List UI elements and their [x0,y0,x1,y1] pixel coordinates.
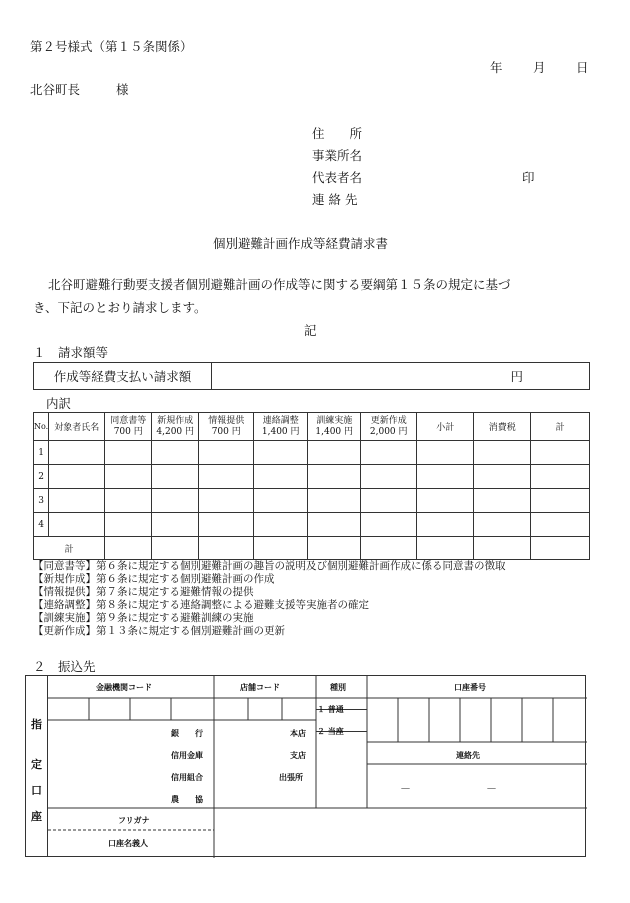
col-name: 対象者氏名 [49,413,105,441]
bank-code-label: 金融機関コード [96,683,152,692]
col-info-price: 700 円 [211,426,241,437]
table-cell[interactable] [254,489,308,513]
branch-type-main[interactable]: 本店 [290,729,306,738]
col-info [199,413,254,441]
body-line-1: 北谷町避難行動要支援者個別避難計画の作成等に関する要綱第１５条の規定に基づ [48,277,511,292]
col-tax: 消費税 [474,413,531,441]
col-consent-price: 700 円 [113,426,143,437]
col-info-label: 情報提供 [208,415,245,426]
type-savings-option[interactable]: １ 普通 [317,705,344,714]
contact-label: 連 絡 先 [312,192,358,207]
row-number: 4 [34,513,49,537]
honorific: 様 [116,82,129,97]
breakdown-heading: 内訳 [46,396,72,411]
table-cell[interactable] [417,465,474,489]
table-cell[interactable] [152,537,199,560]
side-label-char: 口 [31,784,42,797]
col-training [308,413,361,441]
table-cell[interactable] [152,465,199,489]
inst-type-bank[interactable]: 銀 行 [171,729,203,738]
phone-dash-1: － [400,782,411,795]
table-cell[interactable] [254,465,308,489]
table-cell[interactable] [105,441,152,465]
table-cell[interactable] [199,537,254,560]
total-row [34,537,590,560]
col-update [361,413,417,441]
table-cell[interactable] [254,441,308,465]
table-cell[interactable] [531,537,590,560]
col-new [152,413,199,441]
table-cell[interactable] [49,441,105,465]
col-subtotal: 小計 [417,413,474,441]
table-row [34,513,590,537]
table-row [34,489,590,513]
document-title: 個別避難計画作成等経費請求書 [213,236,389,251]
table-cell[interactable] [531,441,590,465]
table-cell[interactable] [152,513,199,537]
table-cell[interactable] [254,537,308,560]
col-coord [254,413,308,441]
table-cell[interactable] [417,441,474,465]
bank-account-box [25,675,586,857]
yen-unit: 円 [510,369,523,384]
table-cell[interactable] [308,489,361,513]
breakdown-header-row [34,413,590,441]
type-checking-option[interactable]: ２ 当座 [317,727,344,736]
form-number: 第２号様式（第１５条関係） [30,39,193,54]
note-update: 【更新作成】第１３条に規定する個別避難計画の更新 [33,625,285,637]
table-cell[interactable] [308,465,361,489]
section1-heading: １ 請求額等 [33,345,109,360]
table-cell[interactable] [474,441,531,465]
bank-grid-lines [26,676,587,858]
table-cell[interactable] [361,513,417,537]
table-cell[interactable] [152,441,199,465]
table-cell[interactable] [308,513,361,537]
table-cell[interactable] [105,489,152,513]
breakdown-table [33,412,590,560]
table-cell[interactable] [199,489,254,513]
table-row [34,441,590,465]
claim-amount-table [33,362,590,390]
table-cell[interactable] [49,465,105,489]
claim-amount-field[interactable] [212,363,590,390]
seal-mark: 印 [522,170,535,185]
addressee: 北谷町長 [30,82,81,97]
table-cell[interactable] [105,537,152,560]
table-cell[interactable] [361,441,417,465]
table-cell[interactable] [417,489,474,513]
branch-code-label: 店舗コード [240,683,280,692]
office-label: 事業所名 [312,148,363,163]
col-new-price: 4,200 円 [156,426,195,437]
table-cell[interactable] [254,513,308,537]
note-new: 【新規作成】第６条に規定する個別避難計画の作成 [33,573,275,585]
table-cell[interactable] [105,465,152,489]
inst-type-credit-union[interactable]: 信用組合 [171,773,203,782]
account-holder-label: 口座名義人 [108,839,148,848]
table-cell[interactable] [361,465,417,489]
col-update-price: 2,000 円 [369,426,408,437]
table-cell[interactable] [308,537,361,560]
note-coord: 【連絡調整】第８条に規定する連絡調整による避難支援等実施者の確定 [33,599,369,611]
table-cell[interactable] [474,513,531,537]
bank-contact-label: 連絡先 [456,751,480,760]
table-cell[interactable] [474,465,531,489]
table-row [34,465,590,489]
col-update-label: 更新作成 [370,415,407,426]
table-cell[interactable] [152,489,199,513]
branch-type-sub[interactable]: 出張所 [279,773,303,782]
address-label: 住 所 [312,126,363,141]
date-month-label: 月 [533,60,546,75]
body-line-2: き、下記のとおり請求します。 [33,300,207,315]
account-number-label: 口座番号 [454,683,486,692]
table-cell[interactable] [49,513,105,537]
col-coord-label: 連絡調整 [262,415,299,426]
note-consent: 【同意書等】第６条に規定する個別避難計画の趣旨の説明及び個別避難計画作成に係る同意書の徴取 [33,560,506,572]
col-training-label: 訓練実施 [316,415,353,426]
notes-list [33,560,506,638]
claim-amount-label: 作成等経費支払い請求額 [34,363,212,390]
side-label-char: 定 [31,758,42,771]
table-cell[interactable] [531,489,590,513]
col-no: No. [34,413,49,441]
side-label-char: 指 [31,718,42,731]
row-number: 1 [34,441,49,465]
table-cell[interactable] [49,489,105,513]
table-cell[interactable] [531,513,590,537]
ki-marker: 記 [304,323,317,338]
table-cell[interactable] [417,537,474,560]
date-day-label: 日 [576,60,589,75]
row-number: 2 [34,465,49,489]
table-cell[interactable] [474,537,531,560]
table-cell[interactable] [474,489,531,513]
col-total: 計 [531,413,590,441]
inst-type-agri-coop[interactable]: 農 協 [171,795,203,804]
col-new-label: 新規作成 [157,415,194,426]
table-cell[interactable] [199,465,254,489]
table-cell[interactable] [199,441,254,465]
table-cell[interactable] [199,513,254,537]
date-year-label: 年 [490,60,503,75]
row-number: 3 [34,489,49,513]
side-label-char: 座 [31,810,42,823]
col-training-price: 1,400 円 [315,426,354,437]
branch-type-branch[interactable]: 支店 [290,751,306,760]
col-consent-label: 同意書等 [110,415,147,426]
table-cell[interactable] [361,489,417,513]
furigana-label: フリガナ [118,816,150,825]
note-training: 【訓練実施】第９条に規定する避難訓練の実施 [33,612,254,624]
note-info: 【情報提供】第７条に規定する避難情報の提供 [33,586,254,598]
total-row-label: 計 [34,537,105,560]
table-cell[interactable] [417,513,474,537]
section2-heading: ２ 振込先 [33,659,96,674]
account-type-label: 種別 [330,683,346,692]
table-cell[interactable] [361,537,417,560]
table-cell[interactable] [105,513,152,537]
table-cell[interactable] [308,441,361,465]
table-cell[interactable] [531,465,590,489]
inst-type-shinkin[interactable]: 信用金庫 [171,751,203,760]
phone-dash-2: － [486,782,497,795]
col-consent [105,413,152,441]
col-coord-price: 1,400 円 [261,426,300,437]
representative-label: 代表者名 [312,170,363,185]
